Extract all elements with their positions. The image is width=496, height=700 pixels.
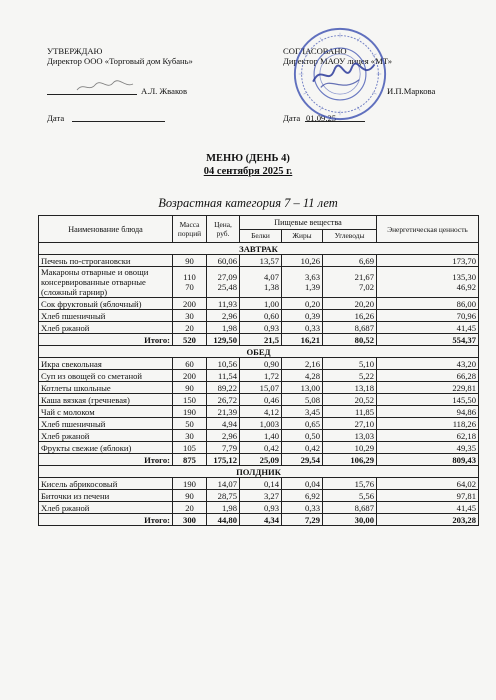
cell-energy: 70,96 (377, 310, 479, 322)
cell-name: Кисель абрикосовый (39, 478, 173, 490)
cell-fat: 3,45 (282, 406, 323, 418)
cell-name: Чай с молоком (39, 406, 173, 418)
cell-price: 10,56 (207, 358, 240, 370)
total-mass: 520 (173, 334, 207, 346)
cell-protein: 1,003 (240, 418, 282, 430)
cell-price: 60,06 (207, 255, 240, 267)
total-row (39, 514, 479, 526)
table-row (39, 298, 479, 310)
total-fat: 7,29 (282, 514, 323, 526)
cell-protein: 0,93 (240, 502, 282, 514)
cell-name: Хлеб ржаной (39, 502, 173, 514)
approve-signature-icon (75, 78, 135, 94)
section-header-row (39, 346, 479, 358)
cell-carbs: 11,85 (323, 406, 377, 418)
cell-protein: 1,40 (240, 430, 282, 442)
cell-carbs: 5,22 (323, 370, 377, 382)
cell-price: 1,98 (207, 502, 240, 514)
cell-carbs: 8,687 (323, 502, 377, 514)
cell-fat: 13,00 (282, 382, 323, 394)
cell-energy: 43,20 (377, 358, 479, 370)
cell-protein: 1,00 (240, 298, 282, 310)
cell-carbs: 15,76 (323, 478, 377, 490)
cell-carbs: 6,69 (323, 255, 377, 267)
table-row (39, 322, 479, 334)
total-label: Итого: (39, 334, 173, 346)
cell-price: 2,96 (207, 430, 240, 442)
cell-carbs: 8,687 (323, 322, 377, 334)
cell-price: 27,09 25,48 (207, 267, 240, 298)
header-mass: Масса порций (173, 216, 207, 243)
cell-energy: 64,02 (377, 478, 479, 490)
table-row (39, 430, 479, 442)
cell-energy: 41,45 (377, 502, 479, 514)
table-row (39, 478, 479, 490)
table-row (39, 490, 479, 502)
cell-price: 14,07 (207, 478, 240, 490)
agree-position: Директор МАОУ лицея «МТ» (283, 56, 393, 66)
header-name: Наименование блюда (39, 216, 173, 243)
cell-mass: 20 (173, 322, 207, 334)
agree-date-label: Дата (283, 113, 301, 123)
cell-fat: 0,33 (282, 322, 323, 334)
cell-mass: 105 (173, 442, 207, 454)
cell-mass: 110 70 (173, 267, 207, 298)
menu-table-body (39, 243, 479, 526)
age-category: Возрастная категория 7 – 11 лет (158, 196, 338, 210)
cell-fat: 0,42 (282, 442, 323, 454)
table-row (39, 358, 479, 370)
cell-name: Макароны отварные и овощи консервированные отварные (сложный гарнир) (39, 267, 173, 298)
cell-fat: 5,08 (282, 394, 323, 406)
cell-protein: 13,57 (240, 255, 282, 267)
total-carbs: 106,29 (323, 454, 377, 466)
cell-mass: 30 (173, 310, 207, 322)
cell-fat: 0,65 (282, 418, 323, 430)
cell-mass: 30 (173, 430, 207, 442)
agree-date-value: 01.09.25 (306, 113, 337, 123)
cell-protein: 15,07 (240, 382, 282, 394)
cell-name: Печень по-строгановски (39, 255, 173, 267)
cell-carbs: 20,20 (323, 298, 377, 310)
header-price: Цена, руб. (207, 216, 240, 243)
cell-carbs: 20,52 (323, 394, 377, 406)
cell-energy: 145,50 (377, 394, 479, 406)
menu-date: 04 сентября 2025 г. (203, 166, 293, 177)
agree-title: СОГЛАСОВАНО (283, 46, 347, 56)
cell-energy: 229,81 (377, 382, 479, 394)
total-price: 44,80 (207, 514, 240, 526)
cell-energy: 118,26 (377, 418, 479, 430)
cell-carbs: 10,29 (323, 442, 377, 454)
cell-name: Фрукты свежие (яблоки) (39, 442, 173, 454)
cell-energy: 97,81 (377, 490, 479, 502)
cell-name: Суп из овощей со сметаной (39, 370, 173, 382)
cell-protein: 3,27 (240, 490, 282, 502)
cell-fat: 10,26 (282, 255, 323, 267)
cell-price: 26,72 (207, 394, 240, 406)
total-protein: 4,34 (240, 514, 282, 526)
cell-name: Каша вязкая (гречневая) (39, 394, 173, 406)
header-carbs: Углеводы (323, 229, 377, 243)
cell-fat: 4,28 (282, 370, 323, 382)
cell-protein: 0,93 (240, 322, 282, 334)
cell-protein: 0,42 (240, 442, 282, 454)
cell-carbs: 13,03 (323, 430, 377, 442)
table-row (39, 418, 479, 430)
section-title: ЗАВТРАК (39, 243, 479, 255)
seal-stamp-icon (292, 26, 388, 122)
cell-energy: 135,30 46,92 (377, 267, 479, 298)
cell-name: Хлеб ржаной (39, 322, 173, 334)
cell-price: 21,39 (207, 406, 240, 418)
total-fat: 29,54 (282, 454, 323, 466)
agree-signer: И.П.Маркова (387, 86, 436, 96)
menu-table (38, 215, 479, 526)
cell-protein: 0,90 (240, 358, 282, 370)
cell-mass: 200 (173, 298, 207, 310)
cell-carbs: 16,26 (323, 310, 377, 322)
total-price: 129,50 (207, 334, 240, 346)
cell-name: Котлеты школьные (39, 382, 173, 394)
total-protein: 25,09 (240, 454, 282, 466)
approve-date-line (72, 121, 165, 122)
cell-fat: 0,33 (282, 502, 323, 514)
cell-protein: 0,46 (240, 394, 282, 406)
cell-fat: 3,63 1,39 (282, 267, 323, 298)
cell-energy: 94,86 (377, 406, 479, 418)
table-row (39, 394, 479, 406)
cell-carbs: 5,56 (323, 490, 377, 502)
cell-price: 11,54 (207, 370, 240, 382)
cell-protein: 0,14 (240, 478, 282, 490)
approve-title: УТВЕРЖДАЮ (47, 46, 103, 56)
cell-name: Хлеб ржаной (39, 430, 173, 442)
total-carbs: 80,52 (323, 334, 377, 346)
cell-mass: 90 (173, 490, 207, 502)
cell-price: 1,98 (207, 322, 240, 334)
cell-mass: 190 (173, 478, 207, 490)
cell-fat: 0,04 (282, 478, 323, 490)
cell-mass: 20 (173, 502, 207, 514)
cell-energy: 173,70 (377, 255, 479, 267)
total-mass: 300 (173, 514, 207, 526)
total-row (39, 334, 479, 346)
cell-mass: 90 (173, 255, 207, 267)
approve-date-label: Дата (47, 113, 65, 123)
total-energy: 554,37 (377, 334, 479, 346)
total-label: Итого: (39, 514, 173, 526)
header-fat: Жиры (282, 229, 323, 243)
section-title: ОБЕД (39, 346, 479, 358)
cell-mass: 200 (173, 370, 207, 382)
section-header-row (39, 466, 479, 478)
cell-name: Сок фруктовый (яблочный) (39, 298, 173, 310)
cell-energy: 62,18 (377, 430, 479, 442)
approve-signature-line (47, 94, 137, 95)
total-mass: 875 (173, 454, 207, 466)
cell-mass: 90 (173, 382, 207, 394)
cell-price: 7,79 (207, 442, 240, 454)
total-energy: 203,28 (377, 514, 479, 526)
cell-carbs: 5,10 (323, 358, 377, 370)
cell-mass: 50 (173, 418, 207, 430)
cell-mass: 150 (173, 394, 207, 406)
cell-energy: 66,28 (377, 370, 479, 382)
table-row (39, 442, 479, 454)
cell-price: 89,22 (207, 382, 240, 394)
cell-energy: 41,45 (377, 322, 479, 334)
cell-energy: 86,00 (377, 298, 479, 310)
cell-protein: 0,60 (240, 310, 282, 322)
cell-name: Хлеб пшеничный (39, 418, 173, 430)
cell-price: 4,94 (207, 418, 240, 430)
approve-signer: А.Л. Жваков (141, 86, 188, 96)
cell-fat: 0,20 (282, 298, 323, 310)
cell-fat: 0,50 (282, 430, 323, 442)
total-fat: 16,21 (282, 334, 323, 346)
total-label: Итого: (39, 454, 173, 466)
header-protein: Белки (240, 229, 282, 243)
section-title: ПОЛДНИК (39, 466, 479, 478)
table-row (39, 502, 479, 514)
cell-price: 2,96 (207, 310, 240, 322)
table-row (39, 370, 479, 382)
cell-name: Биточки из печени (39, 490, 173, 502)
cell-mass: 190 (173, 406, 207, 418)
table-row (39, 267, 479, 298)
cell-mass: 60 (173, 358, 207, 370)
cell-fat: 0,39 (282, 310, 323, 322)
header-energy: Энергетическая ценность (377, 216, 479, 243)
cell-fat: 6,92 (282, 490, 323, 502)
cell-protein: 4,12 (240, 406, 282, 418)
total-carbs: 30,00 (323, 514, 377, 526)
table-row (39, 382, 479, 394)
cell-carbs: 21,67 7,02 (323, 267, 377, 298)
header-nutrients: Пищевые вещества (240, 216, 377, 230)
cell-name: Хлеб пшеничный (39, 310, 173, 322)
cell-fat: 2,16 (282, 358, 323, 370)
total-energy: 809,43 (377, 454, 479, 466)
menu-title: МЕНЮ (ДЕНЬ 4) (206, 153, 290, 164)
cell-energy: 49,35 (377, 442, 479, 454)
table-row (39, 255, 479, 267)
cell-carbs: 13,18 (323, 382, 377, 394)
cell-protein: 4,07 1,38 (240, 267, 282, 298)
section-header-row (39, 243, 479, 255)
cell-carbs: 27,10 (323, 418, 377, 430)
cell-price: 28,75 (207, 490, 240, 502)
total-row (39, 454, 479, 466)
total-protein: 21,5 (240, 334, 282, 346)
total-price: 175,12 (207, 454, 240, 466)
cell-protein: 1,72 (240, 370, 282, 382)
table-row (39, 310, 479, 322)
table-row (39, 406, 479, 418)
approve-position: Директор ООО «Торговый дом Кубань» (47, 56, 193, 66)
cell-name: Икра свекольная (39, 358, 173, 370)
cell-price: 11,93 (207, 298, 240, 310)
